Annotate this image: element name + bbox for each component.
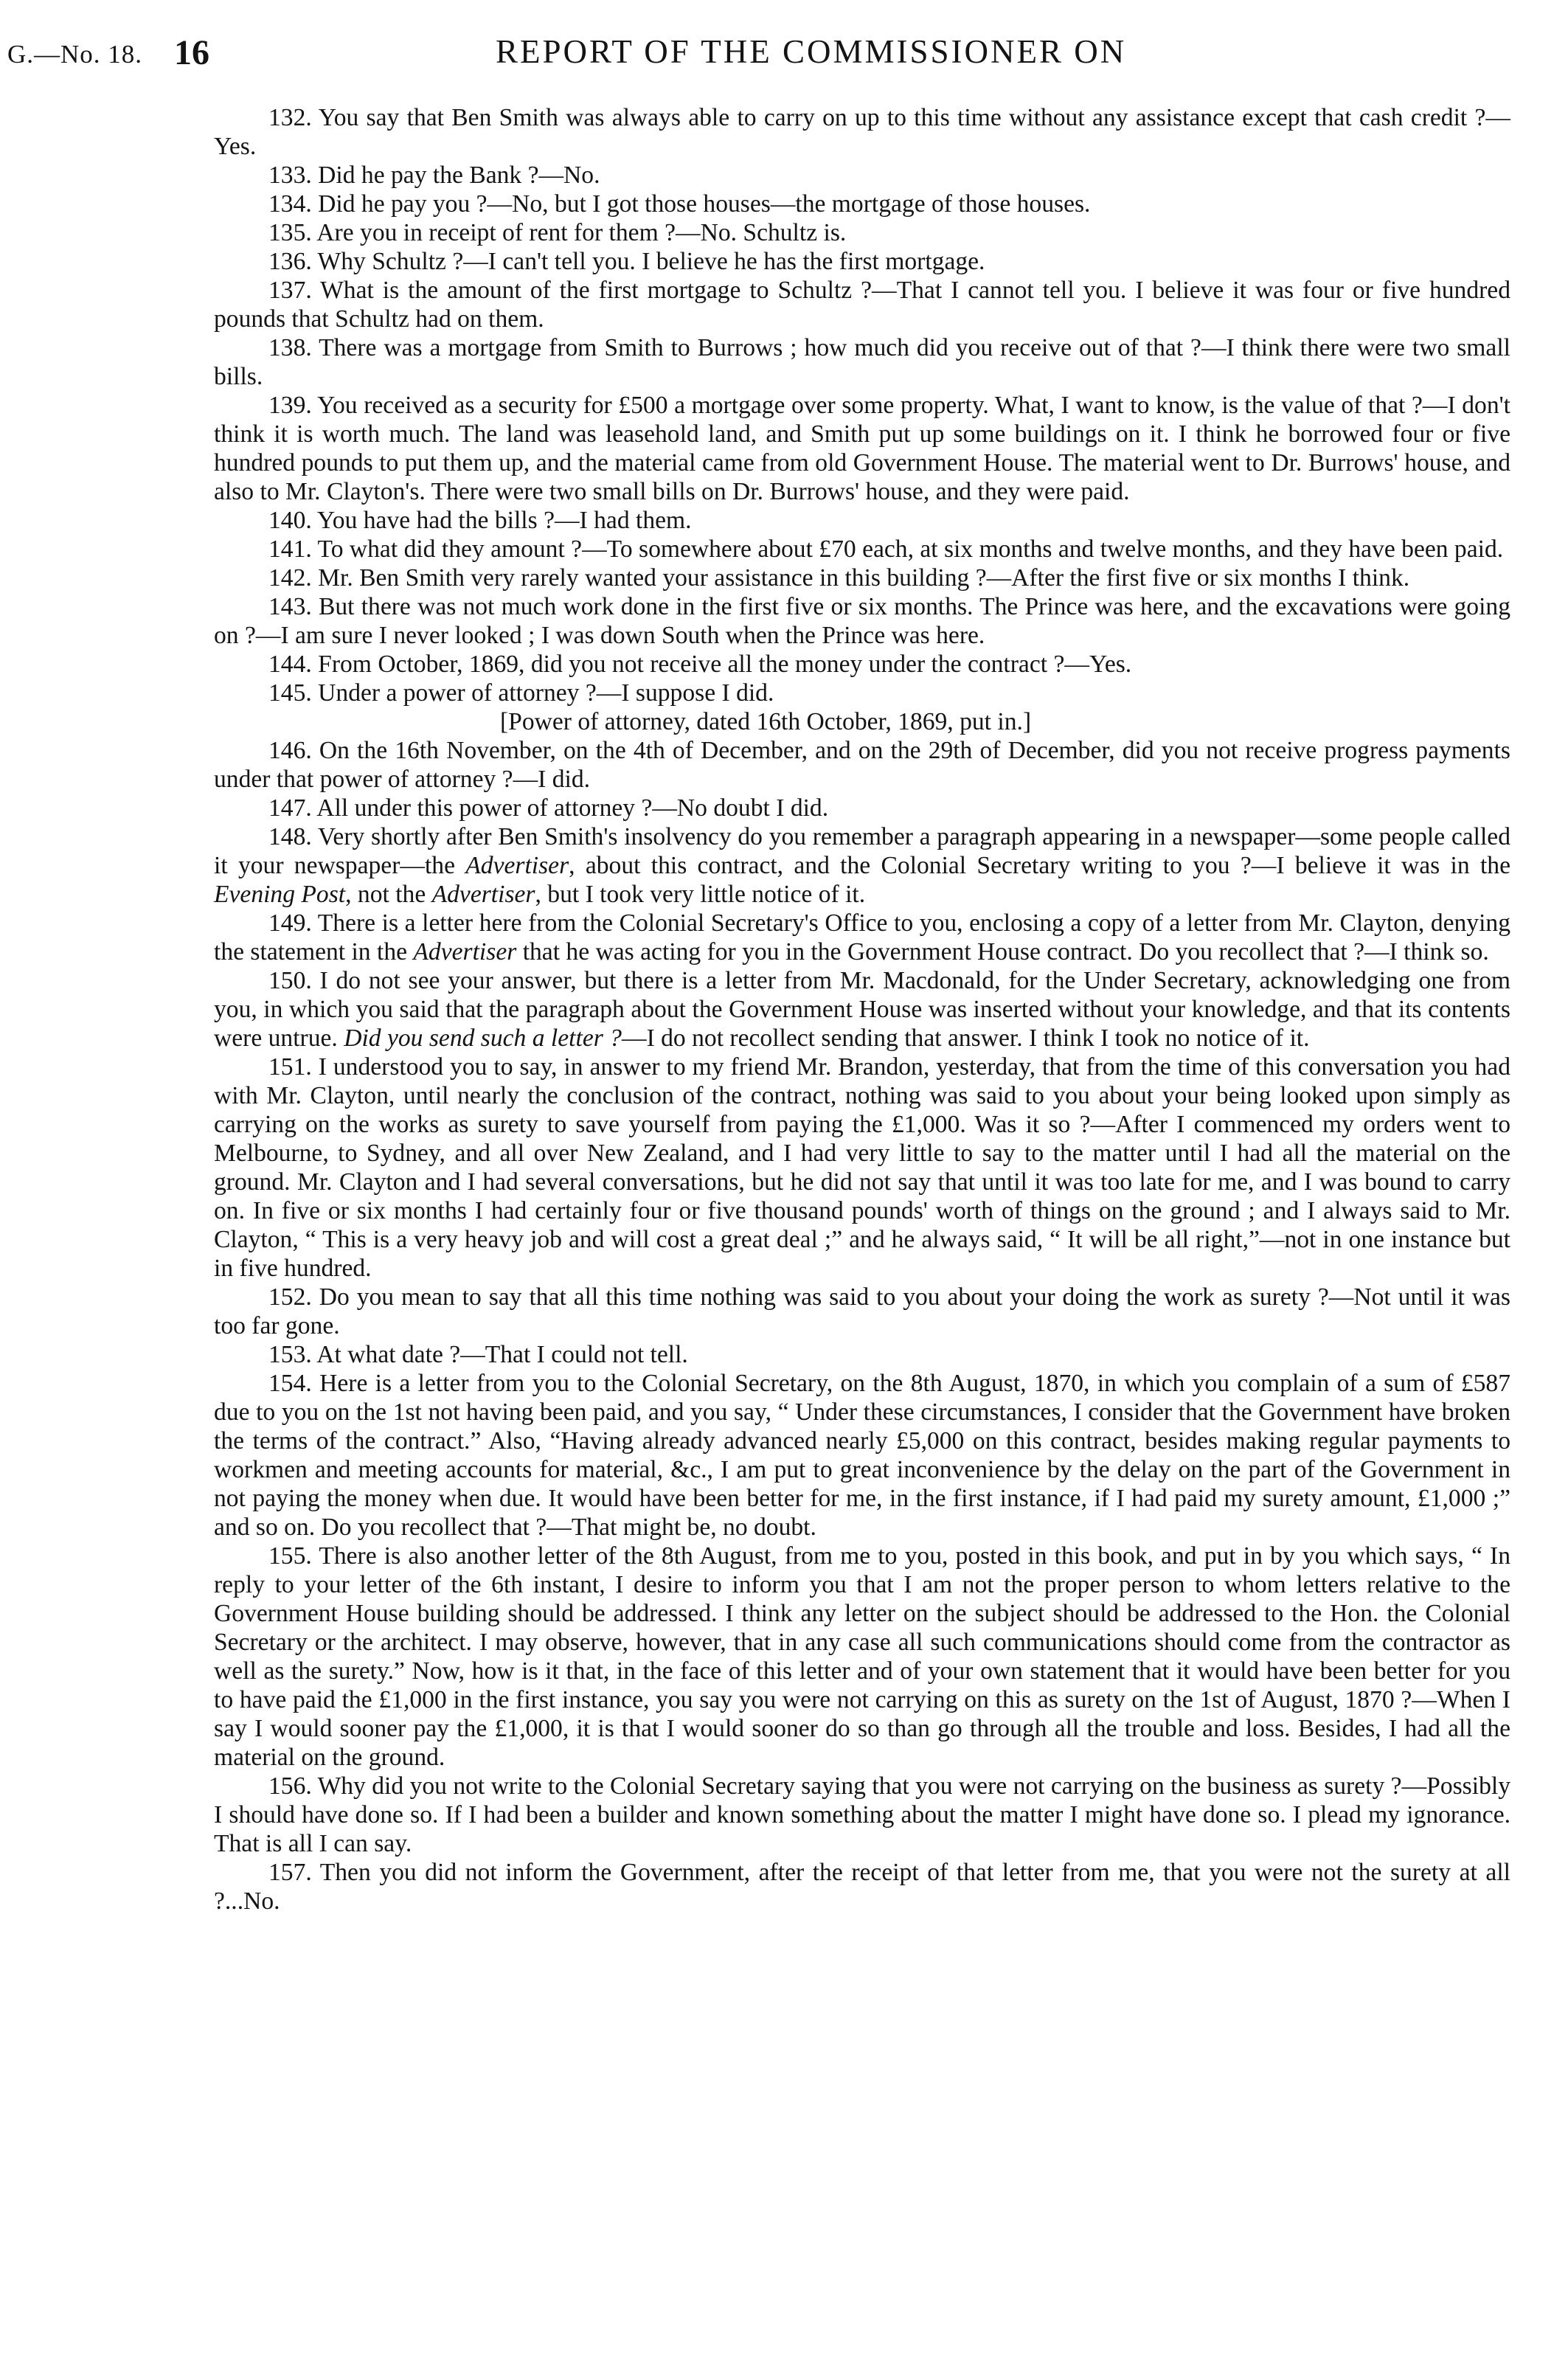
paragraph-text: 146. On the 16th November, on the 4th of December, and on the 29th of December, did you not receive progress payments under that power of attorney ?—I did. <box>214 737 1510 793</box>
evidence-paragraph <box>214 736 1510 794</box>
evidence-paragraph <box>214 679 1510 707</box>
paragraph-text: 138. There was a mortgage from Smith to Burrows ; how much did you receive out of that ?—I think there were two small bills. <box>214 334 1510 390</box>
evidence-paragraph <box>214 506 1510 535</box>
paragraph-text: 143. But there was not much work done in the first five or six months. The Prince was here, and the excavations were going on ?—I am sure I never looked ; I was down South when the Prince was here. <box>214 593 1510 649</box>
paragraph-text: 155. There is also another letter of the 8th August, from me to you, posted in this book, and put in by you which says, “ In reply to your letter of the 6th instant, I desire to inform you that I am not the proper person to whom letters relative to the Government House building should be addressed. I think any letter on the subject should be addressed to the Hon. the Colonial Secretary or the architect. I may observe, however, that in any case all such communications should come from the contractor as well as the surety.” Now, how is it that, in the face of this letter and of your own statement that it would have been better for you to have paid the £1,000 in the first instance, you say you were not carrying on this as surety on the 1st of August, 1870 ?—When I say I would sooner pay the £1,000, it is that I would sooner do so than go through all the trouble and loss. Besides, I had all the material on the ground. <box>214 1542 1510 1771</box>
paragraph-text: 156. Why did you not write to the Colonial Secretary saying that you were not carrying on the business as surety ?—Possibly I should have done so. If I had been a builder and known something about the matter I might have done so. I plead my ignorance. That is all I can say. <box>214 1772 1510 1857</box>
paragraph-text: 136. Why Schultz ?—I can't tell you. I believe he has the first mortgage. <box>268 248 985 275</box>
evidence-paragraph <box>214 1542 1510 1772</box>
paragraph-text: 135. Are you in receipt of rent for them ?—No. Schultz is. <box>268 219 847 246</box>
paragraph-text: 150. I do not see your answer, but there is a letter from Mr. Macdonald, for the Under Secretary, acknowledging one from you, in which you said that the paragraph about the Government House was inserted without your knowledge, and that its contents were untrue. <box>214 967 1510 1052</box>
evidence-paragraph <box>214 794 1510 822</box>
paragraph-text: 132. You say that Ben Smith was always able to carry on up to this time without any assistance except that cash credit ?—Yes. <box>214 104 1510 160</box>
page-header <box>0 30 1568 81</box>
paragraph-text: 152. Do you mean to say that all this time nothing was said to you about your doing the work as surety ?—Not until it was too far gone. <box>214 1283 1510 1339</box>
evidence-paragraph <box>214 966 1510 1053</box>
paragraph-text: 154. Here is a letter from you to the Colonial Secretary, on the 8th August, 1870, in which you complain of a sum of £587 due to you on the 1st not having been paid, and you say, “ Under these circumstances, I consider that the Government have broken the terms of the contract.” Also, “Having already advanced nearly £5,000 on this contract, besides making regular payments to workmen and meeting accounts for material, &c., I am put to great inconvenience by the delay on the part of the Government in not paying the money when due. It would have been better for me, in the first instance, if I had paid my surety amount, £1,000 ;” and so on. Do you recollect that ?—That might be, no doubt. <box>214 1370 1510 1541</box>
paragraph-text: 151. I understood you to say, in answer to my friend Mr. Brandon, yesterday, that from the time of this conversation you had with Mr. Clayton, until nearly the conclusion of the contract, nothing was said to you about your being looked upon simply as carrying on the works as surety to save yourself from paying the £1,000. Was it so ?—After I commenced my orders went to Melbourne, to Sydney, and all over New Zealand, and I had very little to say to the matter until I had all the material on the ground. Mr. Clayton and I had several conversations, but he did not say that until it was too late for me, and I was bound to carry on. In five or six months I had certainly four or five thousand pounds' worth of things on the ground ; and I always said to Mr. Clayton, “ This is a very heavy job and will cost a great deal ;” and he always said, “ It will be all right,”—not in one instance but in five hundred. <box>214 1053 1510 1282</box>
paragraph-text: , about this contract, and the Colonial Secretary writing to you ?—I believe it was in the <box>569 852 1510 879</box>
evidence-paragraph <box>214 190 1510 218</box>
evidence-paragraph <box>214 650 1510 679</box>
evidence-text <box>214 103 1510 1916</box>
paragraph-text: , not the <box>345 881 432 908</box>
evidence-paragraph <box>214 247 1510 276</box>
evidence-paragraph <box>214 161 1510 190</box>
evidence-paragraph <box>214 1858 1510 1916</box>
italic-text: Did you send such a letter ? <box>344 1025 622 1052</box>
paragraph-text: 140. You have had the bills ?—I had them. <box>268 507 692 534</box>
evidence-paragraph <box>214 564 1510 592</box>
italic-text: Advertiser <box>465 852 569 879</box>
evidence-paragraph <box>214 822 1510 909</box>
document-note <box>214 707 1510 736</box>
page-number: 16 <box>174 33 209 72</box>
paragraph-text: [Power of attorney, dated 16th October, 1869, put in.] <box>500 708 1032 735</box>
evidence-paragraph <box>214 592 1510 650</box>
paragraph-text: 149. There is a letter here from the Colonial Secretary's Office to you, enclosing a copy of a letter from Mr. Clayton, denying the statement in the <box>214 909 1510 966</box>
paragraph-text: 145. Under a power of attorney ?—I suppose I did. <box>268 679 774 707</box>
evidence-paragraph <box>214 391 1510 506</box>
evidence-paragraph <box>214 103 1510 161</box>
paragraph-text: 142. Mr. Ben Smith very rarely wanted your assistance in this building ?—After the first five or six months I think. <box>268 564 1410 592</box>
running-title: REPORT OF THE COMMISSIONER ON <box>496 33 1127 70</box>
paragraph-text: 133. Did he pay the Bank ?—No. <box>268 162 600 189</box>
evidence-paragraph <box>214 1283 1510 1340</box>
paragraph-text: 144. From October, 1869, did you not receive all the money under the contract ?—Yes. <box>268 651 1132 678</box>
evidence-paragraph <box>214 535 1510 564</box>
evidence-paragraph <box>214 1369 1510 1542</box>
paragraph-text: 157. Then you did not inform the Government, after the receipt of that letter from me, that you were not the surety at all ?...No. <box>214 1859 1510 1915</box>
evidence-paragraph <box>214 1053 1510 1283</box>
evidence-paragraph <box>214 1772 1510 1858</box>
evidence-paragraph <box>214 1340 1510 1369</box>
evidence-paragraph <box>214 909 1510 966</box>
evidence-paragraph <box>214 276 1510 333</box>
paragraph-text: that he was acting for you in the Government House contract. Do you recollect that ?—I think so. <box>516 938 1489 966</box>
italic-text: Advertiser <box>413 938 517 966</box>
evidence-paragraph <box>214 218 1510 247</box>
paragraph-text: 141. To what did they amount ?—To somewhere about £70 each, at six months and twelve months, and they have been paid. <box>268 535 1504 563</box>
paragraph-text: 147. All under this power of attorney ?—No doubt I did. <box>268 794 829 822</box>
paragraph-text: 139. You received as a security for £500 a mortgage over some property. What, I want to know, is the value of that ?—I don't think it is worth much. The land was leasehold land, and Smith put up some buildings on it. I think he borrowed four or five hundred pounds to put them up, and the material came from old Government House. The material went to Dr. Burrows' house, and also to Mr. Clayton's. There were two small bills on Dr. Burrows' house, and they were paid. <box>214 392 1510 505</box>
italic-text: Evening Post <box>214 881 346 908</box>
paragraph-text: 153. At what date ?—That I could not tell. <box>268 1341 688 1368</box>
document-code: G.—No. 18. <box>7 40 143 69</box>
evidence-paragraph <box>214 333 1510 391</box>
paragraph-text: 137. What is the amount of the first mortgage to Schultz ?—That I cannot tell you. I believe it was four or five hundred pounds that Schultz had on them. <box>214 277 1510 333</box>
italic-text: Advertiser <box>431 881 535 908</box>
paragraph-text: 148. Very shortly after Ben Smith's insolvency do you remember a paragraph appearing in a newspaper—some people called it your newspaper—the <box>214 823 1510 879</box>
paragraph-text: 134. Did he pay you ?—No, but I got those houses—the mortgage of those houses. <box>268 190 1091 218</box>
paragraph-text: , but I took very little notice of it. <box>535 881 866 908</box>
paragraph-text: —I do not recollect sending that answer. I think I took no notice of it. <box>621 1025 1310 1052</box>
